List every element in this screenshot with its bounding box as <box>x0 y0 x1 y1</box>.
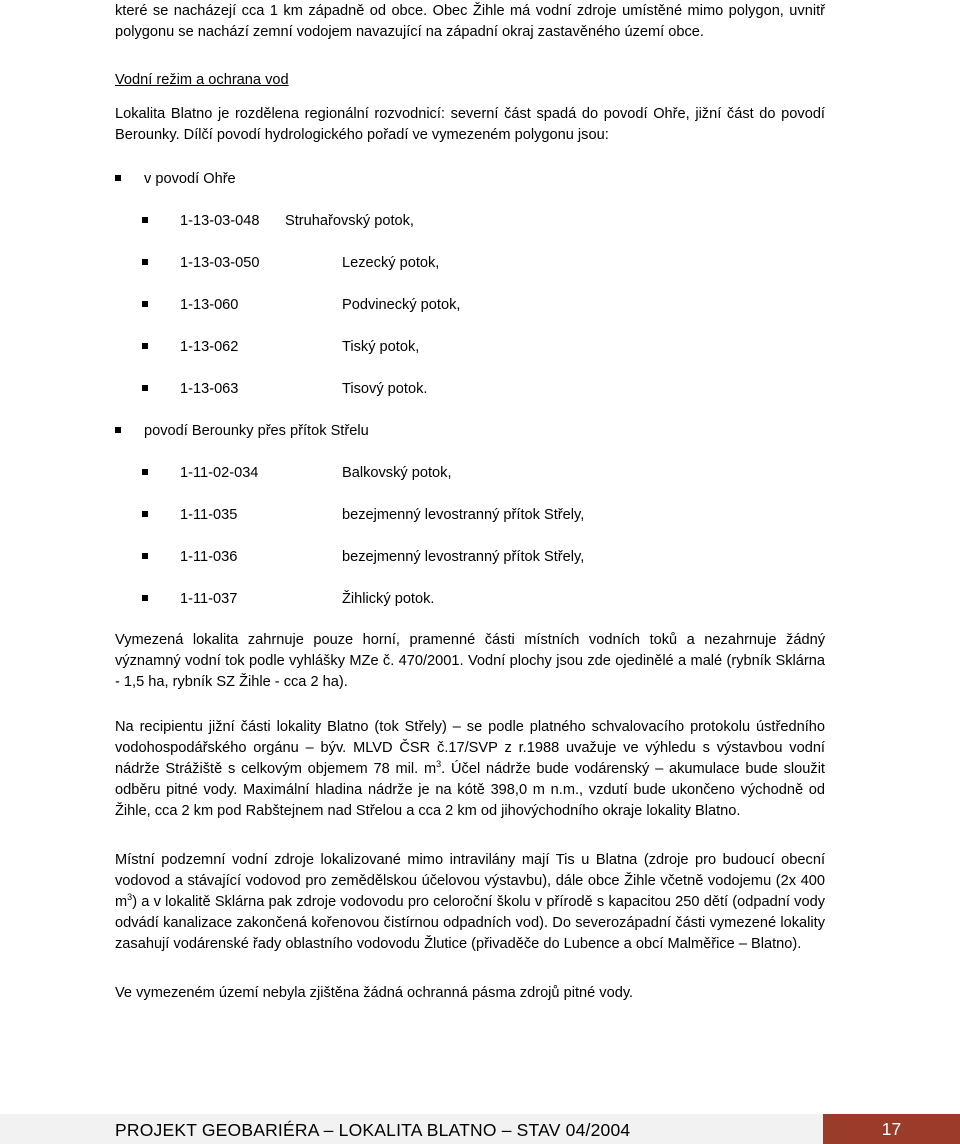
stream-name: bezejmenný levostranný přítok Střely, <box>342 549 585 565</box>
footer-title: PROJEKT GEOBARIÉRA – LOKALITA BLATNO – STAV 04/2004 <box>115 1120 631 1140</box>
stream-name: Tisový potok. <box>342 381 428 397</box>
square-bullet-icon <box>142 343 148 349</box>
basin-code: 1-11-02-034 <box>180 465 259 481</box>
paragraph-groundwater <box>115 850 825 955</box>
basin-code: 1-13-03-048 <box>180 213 260 229</box>
page-number: 17 <box>823 1114 960 1144</box>
paragraph-text: ) a v lokalitě Sklárna pak zdroje vodovodu pro celoroční školu v přírodě s kapacitou 250 dětí (odpadní vody odvádí kanalizace zakončená kořenovou čistírnou odpadních vod). Do severozápadní části vymezené lokality zasahují vodárenské řady oblastního vodovodu Žlutice (přivaděče do Lubence a obcí Malměřice – Blatno). <box>115 894 825 952</box>
square-bullet-icon <box>142 385 148 391</box>
stream-name: Lezecký potok, <box>342 255 440 271</box>
square-bullet-icon <box>142 511 148 517</box>
paragraph-streams: Vymezená lokalita zahrnuje pouze horní, pramenné části místních vodních toků a nezahrnuje žádný významný vodní tok podle vyhlášky MZe č. 470/2001. Vodní plochy jsou zde ojedinělé a malé (rybník Sklárna - 1,5 ha, rybník SZ Žihle - cca 2 ha). <box>115 632 825 690</box>
paragraph-reservoir <box>115 717 825 822</box>
section-heading: Vodní režim a ochrana vod <box>115 72 289 88</box>
paragraph-text: . Účel nádrže bude vodárenský – akumulace bude sloužit odběru pitné vody. Maximální hladina nádrže je na kótě 398,0 m n.m., vzdutí bude ukončeno východně od Žihle, cca 2 km pod Rabštejnem nad Střelou a cca 2 km od jihovýchodního okraje lokality Blatno. <box>115 761 825 819</box>
square-bullet-icon <box>142 217 148 223</box>
square-bullet-icon <box>142 553 148 559</box>
paragraph-text: Místní podzemní vodní zdroje lokalizované mimo intravilány mají Tis u Blatna (zdroje pro budoucí obecní vodovod a stávající vodovod pro zemědělskou účelovou výstavbu), dále obce Žihle včetně vodojemu (2x 400 m <box>115 852 825 910</box>
page-footer <box>0 1114 960 1144</box>
stream-name: Struhařovský potok, <box>285 213 414 229</box>
superscript: 3 <box>127 892 133 902</box>
stream-name: bezejmenný levostranný přítok Střely, <box>342 507 585 523</box>
basin-code: 1-11-035 <box>180 507 238 523</box>
basin-code: 1-13-060 <box>180 297 239 313</box>
square-bullet-icon <box>115 175 121 181</box>
square-bullet-icon <box>142 259 148 265</box>
basin-code: 1-11-036 <box>180 549 238 565</box>
square-bullet-icon <box>115 427 121 433</box>
square-bullet-icon <box>142 469 148 475</box>
paragraph-intro: které se nacházejí cca 1 km západně od obce. Obec Žihle má vodní zdroje umístěné mimo polygon, uvnitř polygonu se nachází zemní vodojem navazující na západní okraj zastavěného území obce. <box>115 3 825 40</box>
stream-name: Tiský potok, <box>342 339 420 355</box>
stream-name: Podvinecký potok, <box>342 297 461 313</box>
paragraph-protection-zones: Ve vymezeném území nebyla zjištěna žádná ochranná pásma zdrojů pitné vody. <box>115 985 634 1001</box>
group-label: povodí Berounky přes přítok Střelu <box>144 423 369 439</box>
square-bullet-icon <box>142 595 148 601</box>
paragraph-text: Na recipientu jižní části lokality Blatno (tok Střely) – se podle platného schvalovacího protokolu ústředního vodohospodářského orgánu – býv. MLVD ČSR č.17/SVP z r.1988 uvažuje ve výhledu s výstavbou vodní nádrže Strážiště s celkovým objemem 78 mil. m <box>115 719 825 777</box>
square-bullet-icon <box>142 301 148 307</box>
stream-name: Žihlický potok. <box>342 591 435 607</box>
basin-code: 1-13-063 <box>180 381 239 397</box>
stream-name: Balkovský potok, <box>342 465 452 481</box>
basin-code: 1-13-03-050 <box>180 255 260 271</box>
basin-code: 1-13-062 <box>180 339 239 355</box>
group-label: v povodí Ohře <box>144 171 236 187</box>
superscript: 3 <box>436 759 442 769</box>
basin-code: 1-11-037 <box>180 591 238 607</box>
paragraph-watershed: Lokalita Blatno je rozdělena regionální rozvodnicí: severní část spadá do povodí Ohře, jižní část do povodí Berounky. Dílčí povodí hydrologického pořadí ve vymezeném polygonu jsou: <box>115 106 825 143</box>
